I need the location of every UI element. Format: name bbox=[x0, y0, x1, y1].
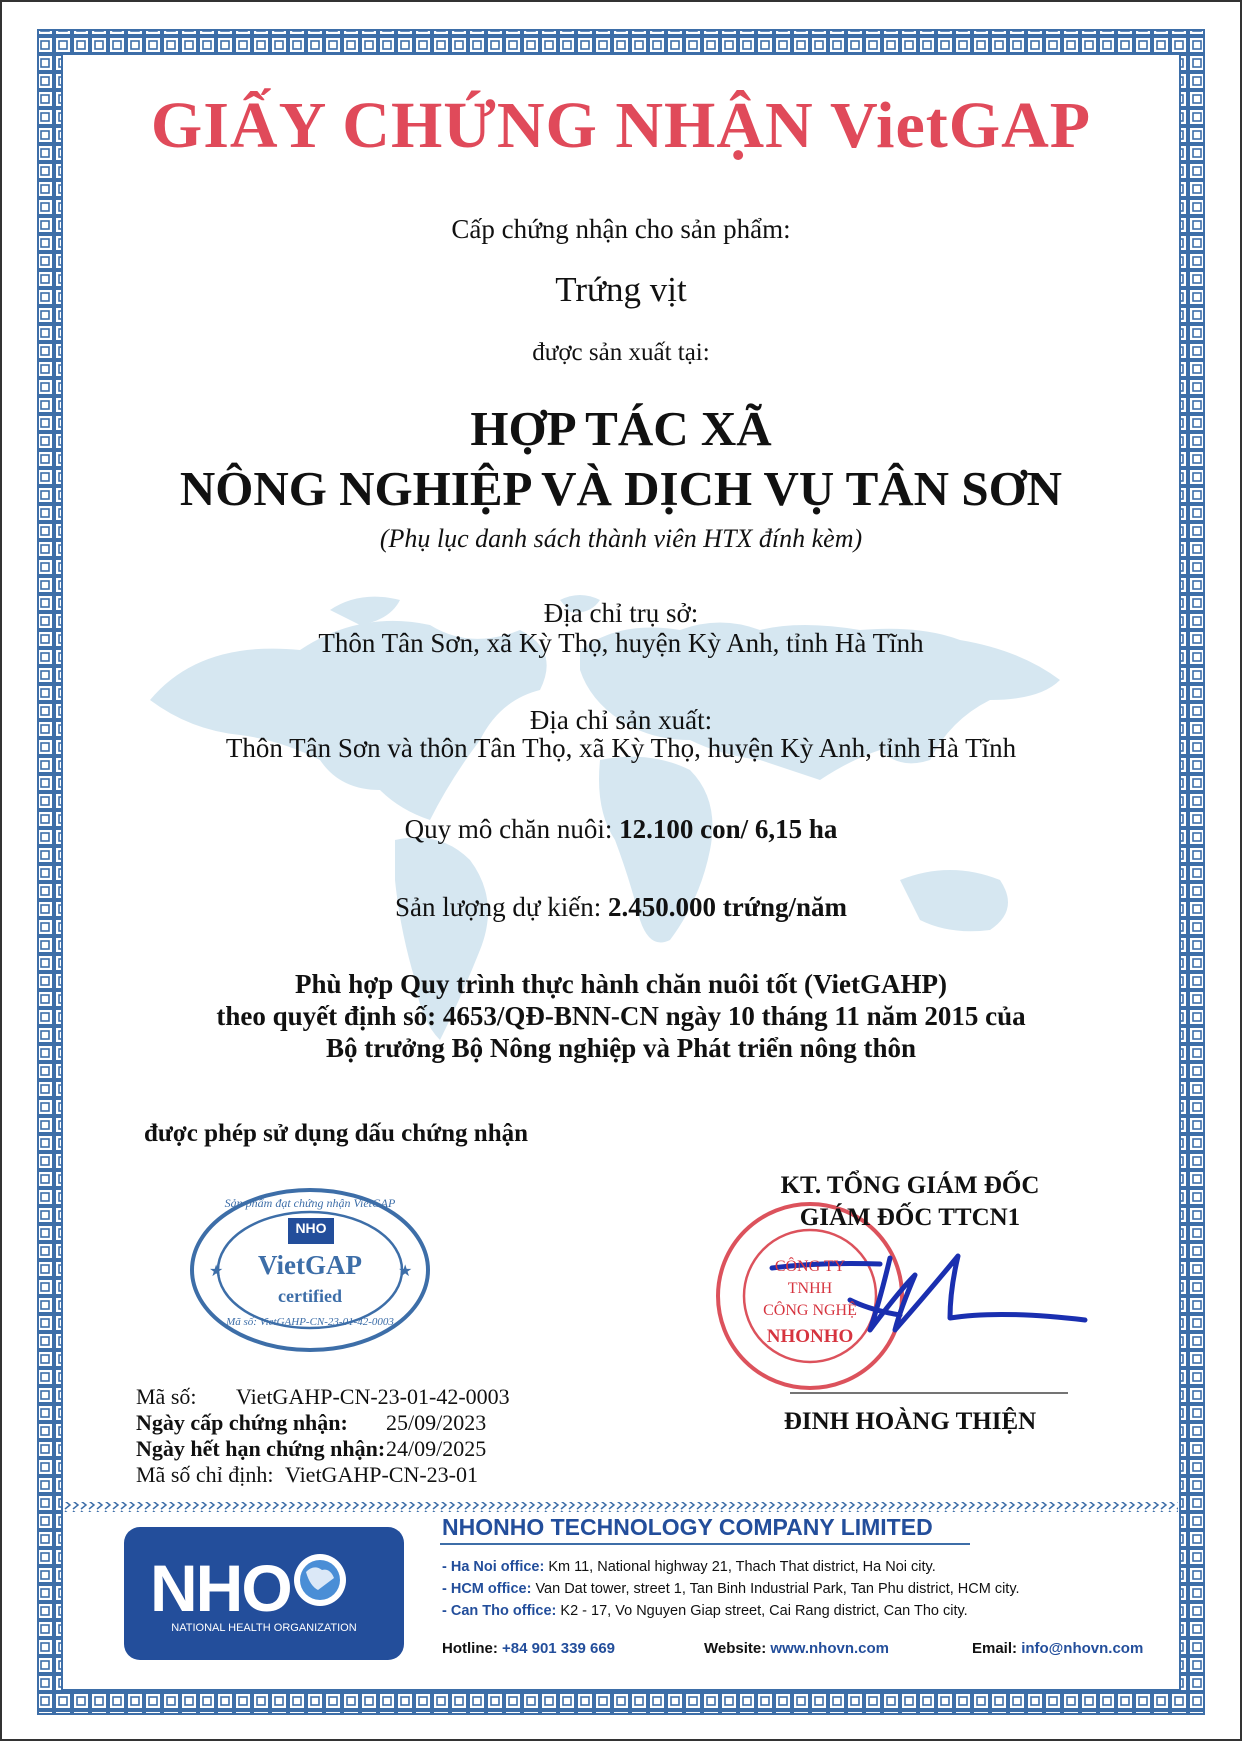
farming-scale-value: 12.100 con/ 6,15 ha bbox=[619, 814, 838, 844]
hotline bbox=[442, 1640, 615, 1657]
compliance-line-2: theo quyết định số: 4653/QĐ-BNN-CN ngày 10 tháng 11 năm 2015 của bbox=[216, 1001, 1026, 1031]
detail-row bbox=[136, 1384, 556, 1410]
cooperative-name-line2: NÔNG NGHIỆP VÀ DỊCH VỤ TÂN SƠN bbox=[179, 461, 1063, 516]
farming-scale bbox=[0, 814, 1242, 845]
svg-text:★: ★ bbox=[209, 1261, 224, 1280]
hotline-label: Hotline: bbox=[442, 1640, 498, 1657]
hq-address-label: Địa chỉ trụ sở: bbox=[543, 598, 699, 628]
compliance-line-3: Bộ trưởng Bộ Nông nghiệp và Phát triển nông thôn bbox=[326, 1033, 916, 1063]
signatory-role-2: GIÁM ĐỐC TTCN1 bbox=[799, 1204, 1021, 1231]
seal-logo: NHO bbox=[295, 1220, 327, 1236]
office-label: - Ha Noi office: bbox=[442, 1559, 545, 1575]
detail-row bbox=[136, 1410, 556, 1436]
website-link[interactable]: www.nhovn.com bbox=[770, 1640, 890, 1657]
email bbox=[972, 1640, 1143, 1657]
office-row bbox=[442, 1600, 1172, 1622]
office-address: Van Dat tower, street 1, Tan Binh Industrial Park, Tan Phu district, HCM city. bbox=[535, 1581, 1020, 1597]
vietgap-seal bbox=[192, 1190, 428, 1350]
office-address: K2 - 17, Vo Nguyen Giap street, Cai Rang district, Can Tho city. bbox=[560, 1603, 968, 1619]
detail-label: Ngày cấp chứng nhận: bbox=[136, 1410, 348, 1435]
detail-label: Mã số chỉ định: bbox=[136, 1462, 274, 1487]
svg-text:★: ★ bbox=[398, 1261, 413, 1280]
seal-arc-bottom: Mã số: VietGAHP-CN-23-01-42-0003 bbox=[226, 1316, 394, 1328]
member-list-note: (Phụ lục danh sách thành viên HTX đính kèm) bbox=[379, 524, 863, 553]
for-product-label: Cấp chứng nhận cho sản phẩm: bbox=[451, 214, 791, 244]
detail-value: VietGAHP-CN-23-01 bbox=[285, 1462, 478, 1487]
production-address: Thôn Tân Sơn và thôn Tân Thọ, xã Kỳ Thọ, huyện Kỳ Anh, tỉnh Hà Tĩnh bbox=[225, 733, 1017, 763]
footer-offices bbox=[442, 1556, 1172, 1622]
certificate-title: GIẤY CHỨNG NHẬN VietGAP bbox=[150, 89, 1092, 162]
cooperative-name-line1: HỢP TÁC XÃ bbox=[470, 401, 772, 456]
hq-address: Thôn Tân Sơn, xã Kỳ Thọ, huyện Kỳ Anh, tỉnh Hà Tĩnh bbox=[318, 628, 924, 658]
stamp-line-1: CÔNG TY bbox=[774, 1258, 846, 1275]
detail-row bbox=[136, 1436, 556, 1462]
email-label: Email: bbox=[972, 1640, 1018, 1657]
signatory-name: ĐINH HOÀNG THIỆN bbox=[783, 1408, 1037, 1435]
chevron-divider bbox=[64, 1502, 1178, 1512]
email-link[interactable]: info@nhovn.com bbox=[1021, 1640, 1144, 1657]
seal-name: VietGAP bbox=[258, 1250, 362, 1280]
office-address: Km 11, National highway 21, Thach That district, Ha Noi city. bbox=[548, 1559, 936, 1575]
stamp-line-2: TNHH bbox=[787, 1280, 833, 1297]
footer-logo-text: NHO bbox=[150, 1551, 291, 1625]
stamp-line-3: CÔNG NGHỆ bbox=[763, 1302, 857, 1319]
certificate-details bbox=[136, 1384, 556, 1488]
expected-output-value: 2.450.000 trứng/năm bbox=[608, 892, 847, 922]
seal-permission: được phép sử dụng dấu chứng nhận bbox=[144, 1120, 529, 1147]
detail-row bbox=[136, 1462, 556, 1488]
expected-output bbox=[0, 892, 1242, 923]
website bbox=[704, 1640, 889, 1657]
footer-company-name: NHONHO TECHNOLOGY COMPANY LIMITED bbox=[442, 1514, 933, 1540]
product-name: Trứng vịt bbox=[555, 270, 687, 309]
hotline-number[interactable]: +84 901 339 669 bbox=[502, 1640, 616, 1657]
seal-arc-top: Sản phẩm đạt chứng nhận VietGAP bbox=[224, 1196, 396, 1210]
office-label: - Can Tho office: bbox=[442, 1603, 557, 1619]
farming-scale-label: Quy mô chăn nuôi: bbox=[404, 814, 613, 844]
production-address-label: Địa chỉ sản xuất: bbox=[529, 705, 713, 735]
detail-label: Ngày hết hạn chứng nhận: bbox=[136, 1436, 386, 1461]
compliance-line-1: Phù hợp Quy trình thực hành chăn nuôi tốt (VietGAHP) bbox=[294, 969, 947, 999]
footer-logo-subtitle: NATIONAL HEALTH ORGANIZATION bbox=[171, 1622, 357, 1634]
produced-at-label: được sản xuất tại: bbox=[532, 339, 710, 366]
company-stamp bbox=[718, 1204, 902, 1388]
office-row bbox=[442, 1578, 1172, 1600]
detail-value: VietGAHP-CN-23-01-42-0003 bbox=[236, 1384, 510, 1409]
seal-certified: certified bbox=[278, 1286, 342, 1306]
expected-output-label: Sản lượng dự kiến: bbox=[395, 892, 602, 922]
stamp-line-4: NHONHO bbox=[766, 1326, 854, 1347]
detail-label: Mã số: bbox=[136, 1384, 197, 1409]
signatory-role-1: KT. TỔNG GIÁM ĐỐC bbox=[780, 1172, 1040, 1199]
office-row bbox=[442, 1556, 1172, 1578]
office-label: - HCM office: bbox=[442, 1581, 532, 1597]
detail-value: 25/09/2023 bbox=[386, 1410, 487, 1435]
website-label: Website: bbox=[704, 1640, 767, 1657]
detail-value: 24/09/2025 bbox=[386, 1436, 487, 1461]
